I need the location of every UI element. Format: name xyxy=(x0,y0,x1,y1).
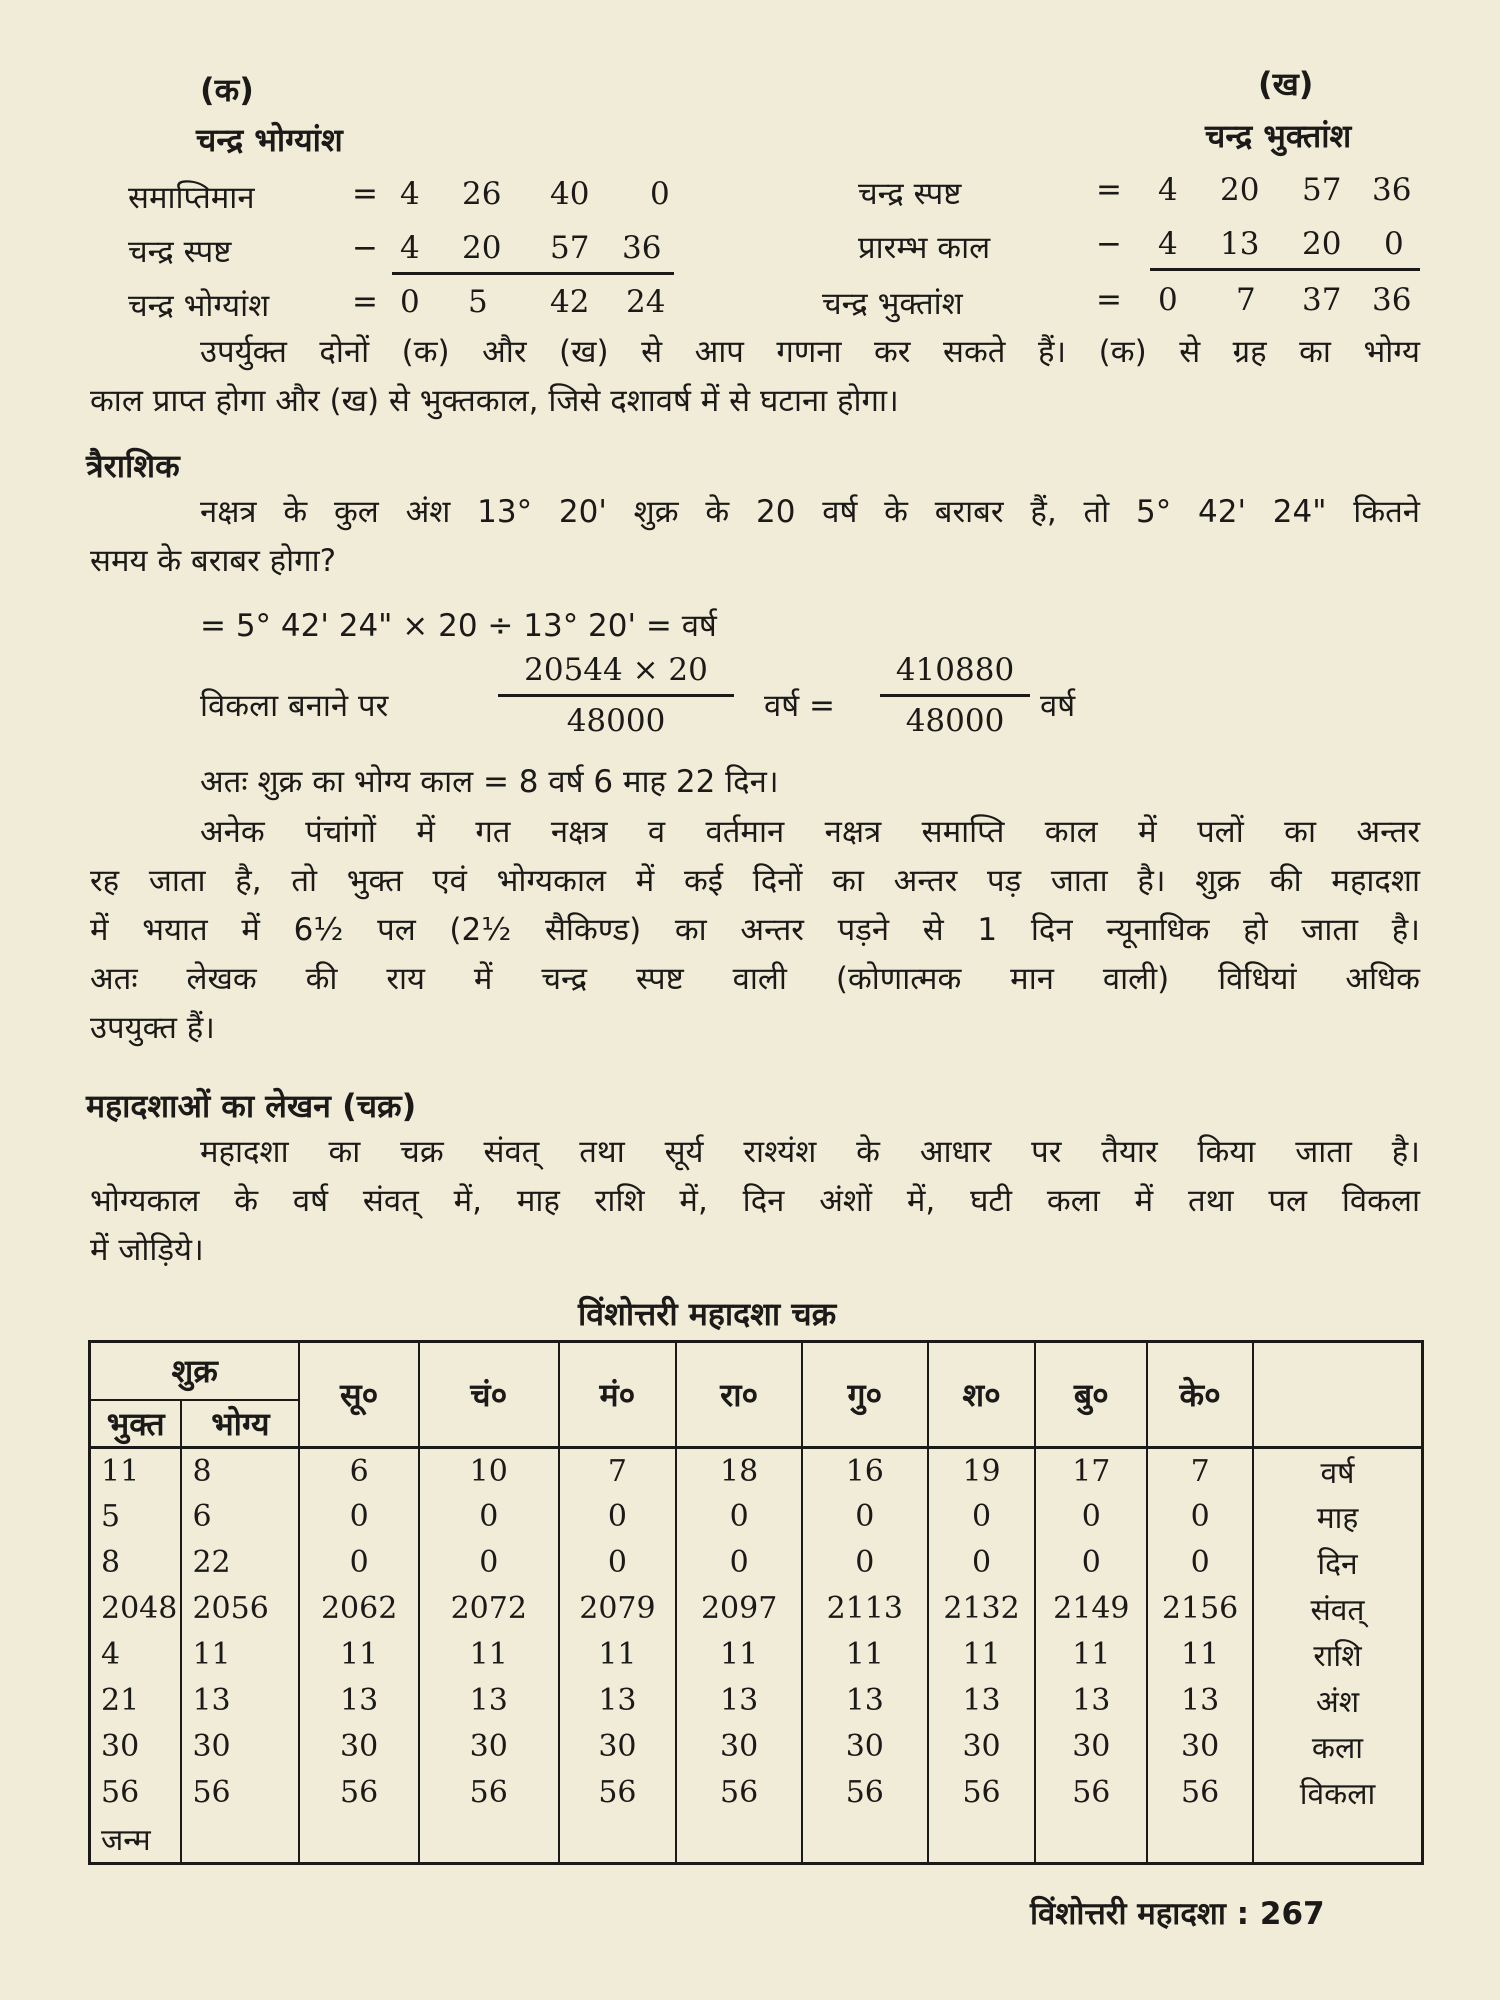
table-cell-empty xyxy=(802,1816,928,1864)
table-cell: 0 xyxy=(928,1494,1036,1540)
left-row-val: 5 xyxy=(468,284,488,320)
table-cell: 56 xyxy=(559,1770,677,1816)
janm-label: जन्म xyxy=(90,1816,182,1864)
table-cell: 0 xyxy=(1147,1540,1253,1586)
table-cell: 6 xyxy=(299,1448,419,1494)
fraction-denominator: 48000 xyxy=(905,703,1005,739)
right-row-val: 36 xyxy=(1372,282,1412,318)
table-cell: 10 xyxy=(419,1448,559,1494)
table-cell-empty xyxy=(419,1816,559,1864)
fraction-mid-text: वर्ष = xyxy=(764,688,835,724)
table-cell: 0 xyxy=(299,1540,419,1586)
left-row-val: 0 xyxy=(650,176,670,212)
text-line: रह जाता है, तो भुक्त एवं भोग्यकाल में कई दिनों का अन्तर पड़ जाता है। शुक्र की महादशा xyxy=(90,863,1420,899)
fraction-numerator: 410880 xyxy=(880,652,1030,697)
table-cell: 2056 xyxy=(181,1586,299,1632)
table-cell: 21 xyxy=(90,1678,182,1724)
fraction-numerator: 20544 × 20 xyxy=(498,652,734,697)
paragraph-trairashik xyxy=(90,488,1420,586)
table-row xyxy=(90,1632,1423,1678)
table-unit-label: वर्ष xyxy=(1320,1455,1355,1491)
table-cell: 17 xyxy=(1035,1448,1147,1494)
table-cell: 30 xyxy=(90,1724,182,1770)
left-row-val: 57 xyxy=(550,230,590,266)
table-cell-empty xyxy=(559,1816,677,1864)
table-cell: 0 xyxy=(1035,1540,1147,1586)
left-row-val: 4 xyxy=(400,176,420,212)
table-cell-empty xyxy=(299,1816,419,1864)
table-cell-empty xyxy=(676,1816,802,1864)
left-subtraction-line xyxy=(392,272,674,275)
table-unit-label: माह xyxy=(1316,1501,1359,1536)
table-cell: 11 xyxy=(676,1632,802,1678)
table-cell: 13 xyxy=(676,1678,802,1724)
table-row xyxy=(90,1770,1423,1816)
table-row xyxy=(90,1724,1423,1770)
paragraph-panchang xyxy=(90,808,1420,1053)
table-cell: 5 xyxy=(90,1494,182,1540)
text-line: अतः लेखक की राय में चन्द्र स्पष्ट वाली (कोणात्मक मान वाली) विधियां अधिक xyxy=(90,961,1420,997)
text-line: में भयात में 6½ पल (2½ सैकिण्ड) का अन्तर पड़ने से 1 दिन न्यूनाधिक हो जाता है। xyxy=(90,912,1420,948)
section-heading-mahadasha: महादशाओं का लेखन (चक्र) xyxy=(86,1087,417,1125)
table-cell-empty xyxy=(181,1816,299,1864)
table-cell: 7 xyxy=(1147,1448,1253,1494)
right-row-val: 20 xyxy=(1220,172,1260,208)
table-cell: 4 xyxy=(90,1632,182,1678)
text-line: नक्षत्र के कुल अंश 13° 20' शुक्र के 20 वर्ष के बराबर हैं, तो 5° 42' 24" कितने xyxy=(200,494,1420,530)
table-cell: 0 xyxy=(419,1540,559,1586)
vikala-label: विकला बनाने पर xyxy=(200,688,389,724)
table-cell-empty xyxy=(928,1816,1036,1864)
right-row-val: 36 xyxy=(1372,172,1412,208)
left-row-val: 0 xyxy=(400,284,420,320)
table-unit-label: कला xyxy=(1311,1731,1364,1766)
table-cell: 56 xyxy=(419,1770,559,1816)
table-cell: 2072 xyxy=(419,1586,559,1632)
text-line: महादशा का चक्र संवत् तथा सूर्य राश्यंश के आधार पर तैयार किया जाता है। xyxy=(200,1134,1420,1170)
left-row-label: चन्द्र भोग्यांश xyxy=(128,288,270,324)
fraction-two xyxy=(880,652,1030,739)
table-cell: 13 xyxy=(559,1678,677,1724)
right-row-val: 4 xyxy=(1158,172,1178,208)
left-row-val: 42 xyxy=(550,284,590,320)
table-cell: 2149 xyxy=(1035,1586,1147,1632)
table-cell: 0 xyxy=(559,1540,677,1586)
right-row-val: 0 xyxy=(1384,226,1404,262)
page-footer: विंशोत्तरी महादशा : 267 xyxy=(1030,1896,1325,1932)
table-cell: 30 xyxy=(676,1724,802,1770)
paragraph-mahadasha xyxy=(90,1128,1420,1275)
table-cell: 56 xyxy=(928,1770,1036,1816)
table-cell: 13 xyxy=(928,1678,1036,1724)
table-cell: 7 xyxy=(559,1448,677,1494)
table-cell: 30 xyxy=(928,1724,1036,1770)
table-row-janm xyxy=(90,1816,1423,1864)
right-row-label: चन्द्र भुक्तांश xyxy=(822,286,963,322)
right-row-op: − xyxy=(1096,226,1122,262)
right-row-label: प्रारम्भ काल xyxy=(858,230,991,266)
table-cell: 56 xyxy=(802,1770,928,1816)
text-line: समय के बराबर होगा? xyxy=(90,543,337,579)
header-shukra: शुक्र xyxy=(90,1342,300,1400)
table-cell: 30 xyxy=(802,1724,928,1770)
header-bhukta: भुक्त xyxy=(90,1400,182,1448)
table-row xyxy=(90,1586,1423,1632)
table-cell: 0 xyxy=(559,1494,677,1540)
table-cell: 2156 xyxy=(1147,1586,1253,1632)
left-marker: (क) xyxy=(200,71,254,109)
table-unit-label: दिन xyxy=(1317,1547,1358,1582)
table-cell: 30 xyxy=(181,1724,299,1770)
left-row-val: 20 xyxy=(462,230,502,266)
right-row-val: 57 xyxy=(1302,172,1342,208)
text-line: उपर्युक्त दोनों (क) और (ख) से आप गणना कर सकते हैं। (क) से ग्रह का भोग्य xyxy=(200,334,1420,370)
header-unit-blank xyxy=(1253,1342,1422,1448)
table-unit-label: संवत् xyxy=(1310,1593,1365,1628)
table-cell: 16 xyxy=(802,1448,928,1494)
table-cell: 56 xyxy=(181,1770,299,1816)
left-row-val: 26 xyxy=(462,176,502,212)
result-line: अतः शुक्र का भोग्य काल = 8 वर्ष 6 माह 22 दिन। xyxy=(200,764,779,800)
table-cell: 13 xyxy=(802,1678,928,1724)
table-cell: 2132 xyxy=(928,1586,1036,1632)
table-cell: 8 xyxy=(181,1448,299,1494)
table-cell: 13 xyxy=(1147,1678,1253,1724)
table-cell-empty xyxy=(1147,1816,1253,1864)
table-cell: 13 xyxy=(299,1678,419,1724)
table-cell: 0 xyxy=(802,1494,928,1540)
table-cell: 0 xyxy=(1035,1494,1147,1540)
table-cell: 11 xyxy=(1035,1632,1147,1678)
right-row-label: चन्द्र स्पष्ट xyxy=(858,176,962,212)
table-cell: 30 xyxy=(1035,1724,1147,1770)
table-cell: 56 xyxy=(1035,1770,1147,1816)
formula-line: = 5° 42' 24" × 20 ÷ 13° 20' = वर्ष xyxy=(200,608,717,644)
fraction-denominator: 48000 xyxy=(566,703,666,739)
table-unit-label: विकला xyxy=(1299,1777,1376,1812)
table-unit-label: अंश xyxy=(1315,1685,1360,1720)
left-row-val: 36 xyxy=(622,230,662,266)
left-row-val: 4 xyxy=(400,230,420,266)
fraction-one xyxy=(498,652,734,739)
table-cell: 56 xyxy=(299,1770,419,1816)
table-cell: 0 xyxy=(676,1494,802,1540)
right-row-val: 7 xyxy=(1236,282,1256,318)
table-body xyxy=(90,1448,1423,1864)
header-planet: चं० xyxy=(419,1342,559,1448)
header-bhogya: भोग्य xyxy=(181,1400,299,1448)
table-cell: 11 xyxy=(1147,1632,1253,1678)
table-cell-empty xyxy=(1035,1816,1147,1864)
left-row-op: = xyxy=(352,176,378,212)
table-cell: 18 xyxy=(676,1448,802,1494)
text-line: भोग्यकाल के वर्ष संवत् में, माह राशि में, दिन अंशों में, घटी कला में तथा पल विकला xyxy=(90,1183,1420,1219)
paragraph-comparison xyxy=(90,328,1420,426)
header-planet: रा० xyxy=(676,1342,802,1448)
table-cell: 30 xyxy=(1147,1724,1253,1770)
left-row-label: समाप्तिमान xyxy=(128,180,255,216)
table-cell: 22 xyxy=(181,1540,299,1586)
right-heading: चन्द्र भुक्तांश xyxy=(1205,117,1352,155)
table-cell: 11 xyxy=(299,1632,419,1678)
text-line: में जोड़िये। xyxy=(90,1232,204,1268)
left-row-op: − xyxy=(352,230,378,266)
table-cell: 2048 xyxy=(90,1586,182,1632)
text-line: काल प्राप्त होगा और (ख) से भुक्तकाल, जिसे दशावर्ष में से घटाना होगा। xyxy=(90,383,899,419)
table-cell: 0 xyxy=(419,1494,559,1540)
table-cell: 2079 xyxy=(559,1586,677,1632)
right-row-val: 4 xyxy=(1158,226,1178,262)
text-line: अनेक पंचांगों में गत नक्षत्र व वर्तमान नक्षत्र समाप्ति काल में पलों का अन्तर xyxy=(200,814,1420,850)
table-cell: 30 xyxy=(299,1724,419,1770)
table-row xyxy=(90,1678,1423,1724)
table-cell: 13 xyxy=(181,1678,299,1724)
right-row-val: 13 xyxy=(1220,226,1260,262)
left-row-label: चन्द्र स्पष्ट xyxy=(128,234,232,270)
table-cell: 2062 xyxy=(299,1586,419,1632)
table-row xyxy=(90,1540,1423,1586)
table-cell: 2113 xyxy=(802,1586,928,1632)
table-cell: 56 xyxy=(90,1770,182,1816)
right-row-val: 20 xyxy=(1302,226,1342,262)
table-cell: 6 xyxy=(181,1494,299,1540)
header-planet: सू० xyxy=(299,1342,419,1448)
table-cell: 0 xyxy=(1147,1494,1253,1540)
table-cell: 30 xyxy=(419,1724,559,1770)
table-cell: 11 xyxy=(802,1632,928,1678)
right-row-val: 37 xyxy=(1302,282,1342,318)
table-cell: 11 xyxy=(181,1632,299,1678)
table-cell: 11 xyxy=(928,1632,1036,1678)
header-planet: मं० xyxy=(559,1342,677,1448)
table-cell: 8 xyxy=(90,1540,182,1586)
table-cell-empty xyxy=(1253,1816,1422,1864)
right-marker: (ख) xyxy=(1258,65,1314,103)
table-cell: 0 xyxy=(299,1494,419,1540)
left-row-val: 40 xyxy=(550,176,590,212)
left-heading: चन्द्र भोग्यांश xyxy=(196,121,343,159)
left-row-op: = xyxy=(352,284,378,320)
header-planet: बु० xyxy=(1035,1342,1147,1448)
fraction-tail-text: वर्ष xyxy=(1040,688,1076,724)
right-row-val: 0 xyxy=(1158,282,1178,318)
header-planet: श० xyxy=(928,1342,1036,1448)
section-heading-trairashik: त्रैराशिक xyxy=(86,447,180,485)
left-row-val: 24 xyxy=(626,284,666,320)
table-cell: 0 xyxy=(928,1540,1036,1586)
table-unit-label: राशि xyxy=(1313,1639,1362,1674)
table-cell: 30 xyxy=(559,1724,677,1770)
table-title: विंशोत्तरी महादशा चक्र xyxy=(578,1295,837,1333)
table-cell: 13 xyxy=(419,1678,559,1724)
right-row-op: = xyxy=(1096,172,1122,208)
mahadasha-table xyxy=(88,1340,1424,1865)
table-cell: 0 xyxy=(676,1540,802,1586)
table-cell: 19 xyxy=(928,1448,1036,1494)
table-row xyxy=(90,1494,1423,1540)
table-cell: 0 xyxy=(802,1540,928,1586)
table-cell: 11 xyxy=(90,1448,182,1494)
table-cell: 11 xyxy=(559,1632,677,1678)
header-planet: गु० xyxy=(802,1342,928,1448)
text-line: उपयुक्त हैं। xyxy=(90,1010,215,1046)
table-cell: 2097 xyxy=(676,1586,802,1632)
table-cell: 56 xyxy=(1147,1770,1253,1816)
right-row-op: = xyxy=(1096,282,1122,318)
header-planet: के० xyxy=(1147,1342,1253,1448)
table-cell: 11 xyxy=(419,1632,559,1678)
table-row xyxy=(90,1448,1423,1494)
table-cell: 56 xyxy=(676,1770,802,1816)
table-cell: 13 xyxy=(1035,1678,1147,1724)
right-subtraction-line xyxy=(1150,268,1420,271)
